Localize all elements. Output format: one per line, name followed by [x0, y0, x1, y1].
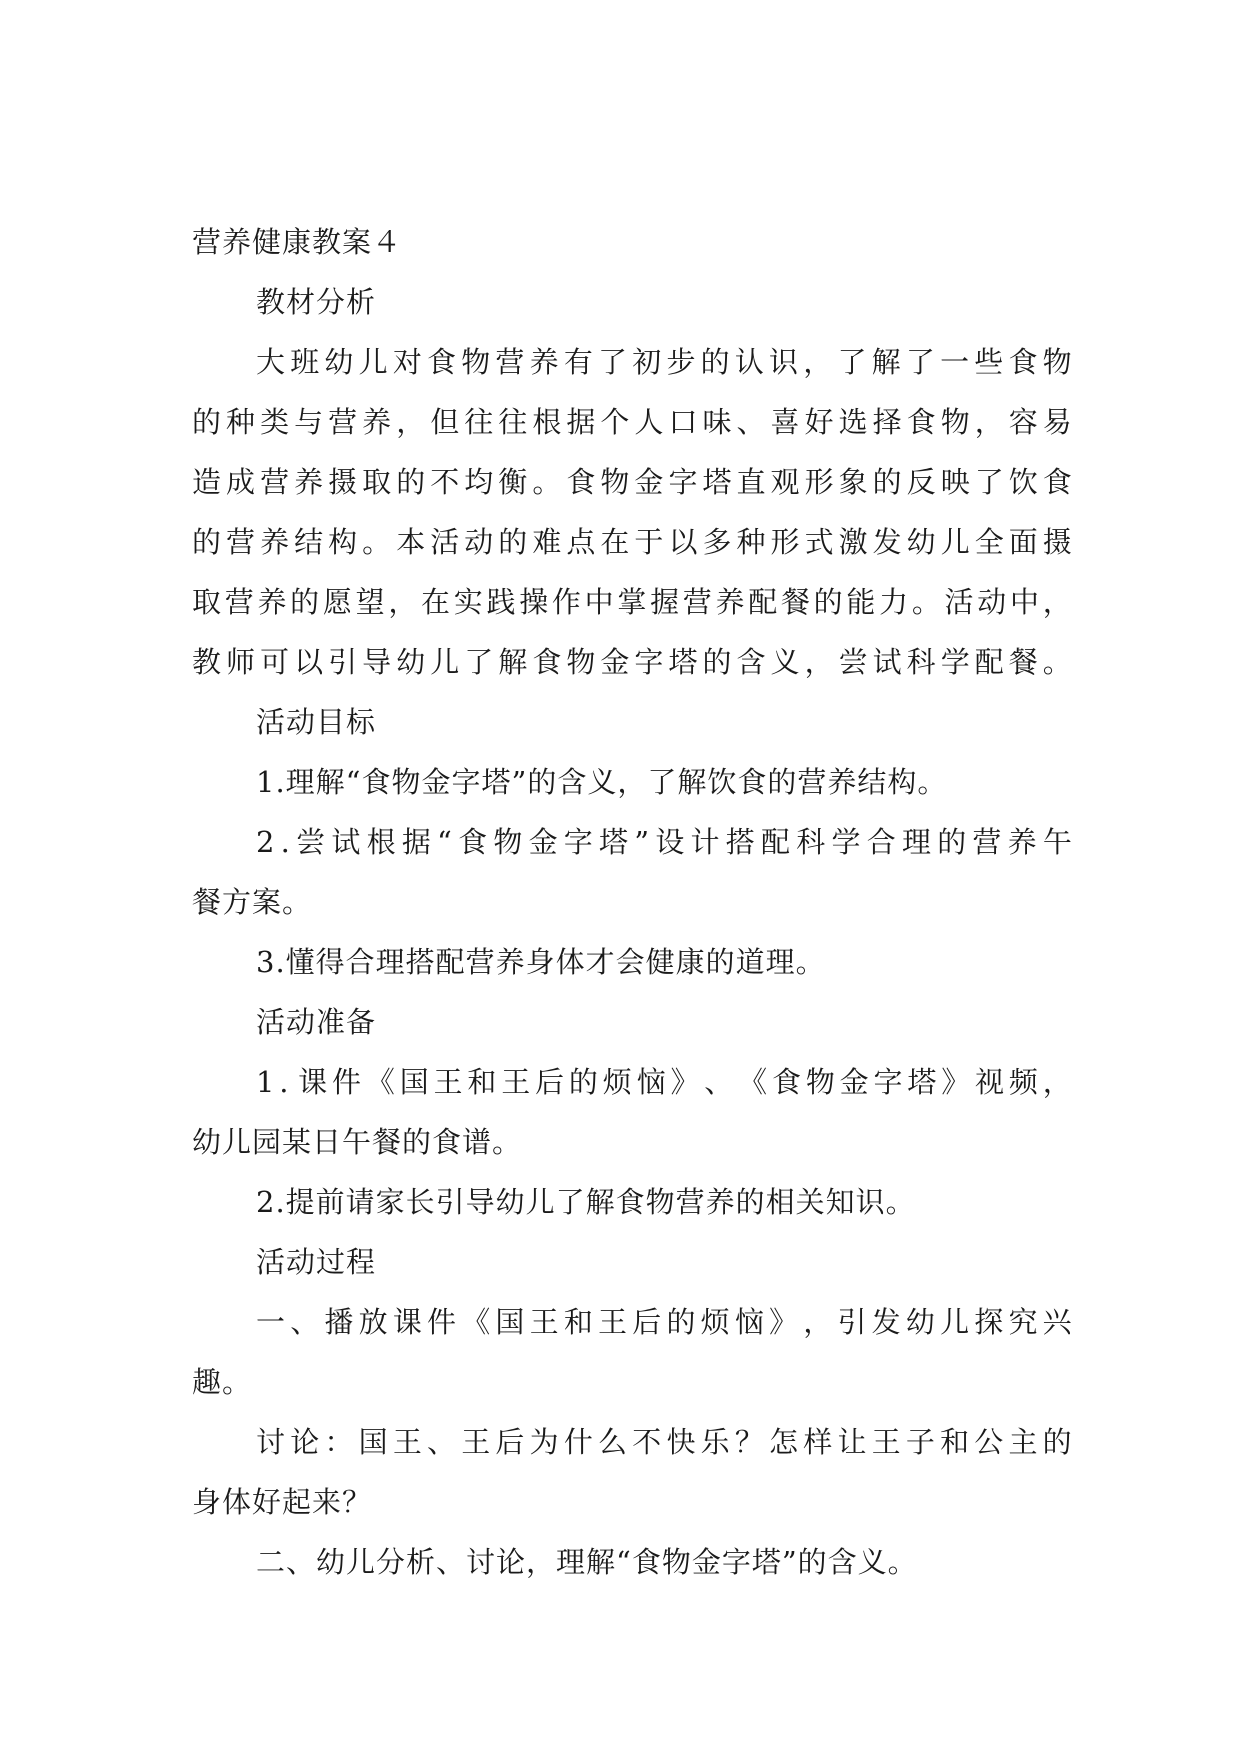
- paragraph-line: 取 营 养 的 愿 望 ， 在 实 践 操 作 中 掌 握 营 养 配 餐 的 能 力 。 活 动 中 ，: [192, 585, 1072, 619]
- preparation-item-1-continued: 幼儿园某日午餐的食谱。: [192, 1125, 523, 1159]
- section-heading-material-analysis: 教材分析: [256, 285, 377, 319]
- process-step-1: 一 、 播 放 课 件 《 国 王 和 王 后 的 烦 恼 》 ， 引 发 幼 儿 探 究 兴: [256, 1305, 1072, 1339]
- process-step-1-continued: 趣。: [192, 1365, 253, 1399]
- section-heading-activity-process: 活动过程: [256, 1245, 377, 1279]
- paragraph-line: 的 营 养 结 构 。 本 活 动 的 难 点 在 于 以 多 种 形 式 激 发 幼 儿 全 面 摄: [192, 525, 1072, 559]
- paragraph-line: 大 班 幼 儿 对 食 物 营 养 有 了 初 步 的 认 识 ， 了 解 了 一 些 食 物: [256, 345, 1072, 379]
- discussion-line: 讨 论 ： 国 王 、 王 后 为 什 么 不 快 乐 ？ 怎 样 让 王 子 和 公 主 的: [256, 1425, 1072, 1459]
- section-heading-activity-goals: 活动目标: [256, 705, 377, 739]
- goal-item-2: 2 . 尝 试 根 据 “ 食 物 金 字 塔 ” 设 计 搭 配 科 学 合 理 的 营 养 午: [256, 825, 1072, 859]
- discussion-line-continued: 身体好起来？: [192, 1485, 373, 1519]
- document-title: 营养健康教案４: [192, 225, 403, 259]
- goal-item-3: 3.懂得合理搭配营养身体才会健康的道理。: [256, 945, 826, 979]
- process-step-2: 二、幼儿分析、讨论，理解“食物金字塔”的含义。: [256, 1545, 918, 1579]
- section-heading-activity-preparation: 活动准备: [256, 1005, 377, 1039]
- preparation-item-2: 2.提前请家长引导幼儿了解食物营养的相关知识。: [256, 1185, 916, 1219]
- preparation-item-1: 1 . 课 件 《 国 王 和 王 后 的 烦 恼 》 、 《 食 物 金 字 塔 》 视 频 ，: [256, 1065, 1072, 1099]
- goal-item-2-continued: 餐方案。: [192, 885, 313, 919]
- paragraph-line: 的 种 类 与 营 养 ， 但 往 往 根 据 个 人 口 味 、 喜 好 选 择 食 物 ， 容 易: [192, 405, 1072, 439]
- paragraph-line: 造 成 营 养 摄 取 的 不 均 衡 。 食 物 金 字 塔 直 观 形 象 的 反 映 了 饮 食: [192, 465, 1072, 499]
- paragraph-line: 教 师 可 以 引 导 幼 儿 了 解 食 物 金 字 塔 的 含 义 ， 尝 试 科 学 配 餐 。: [192, 645, 1072, 679]
- goal-item-1: 1.理解“食物金字塔”的含义，了解饮食的营养结构。: [256, 765, 948, 799]
